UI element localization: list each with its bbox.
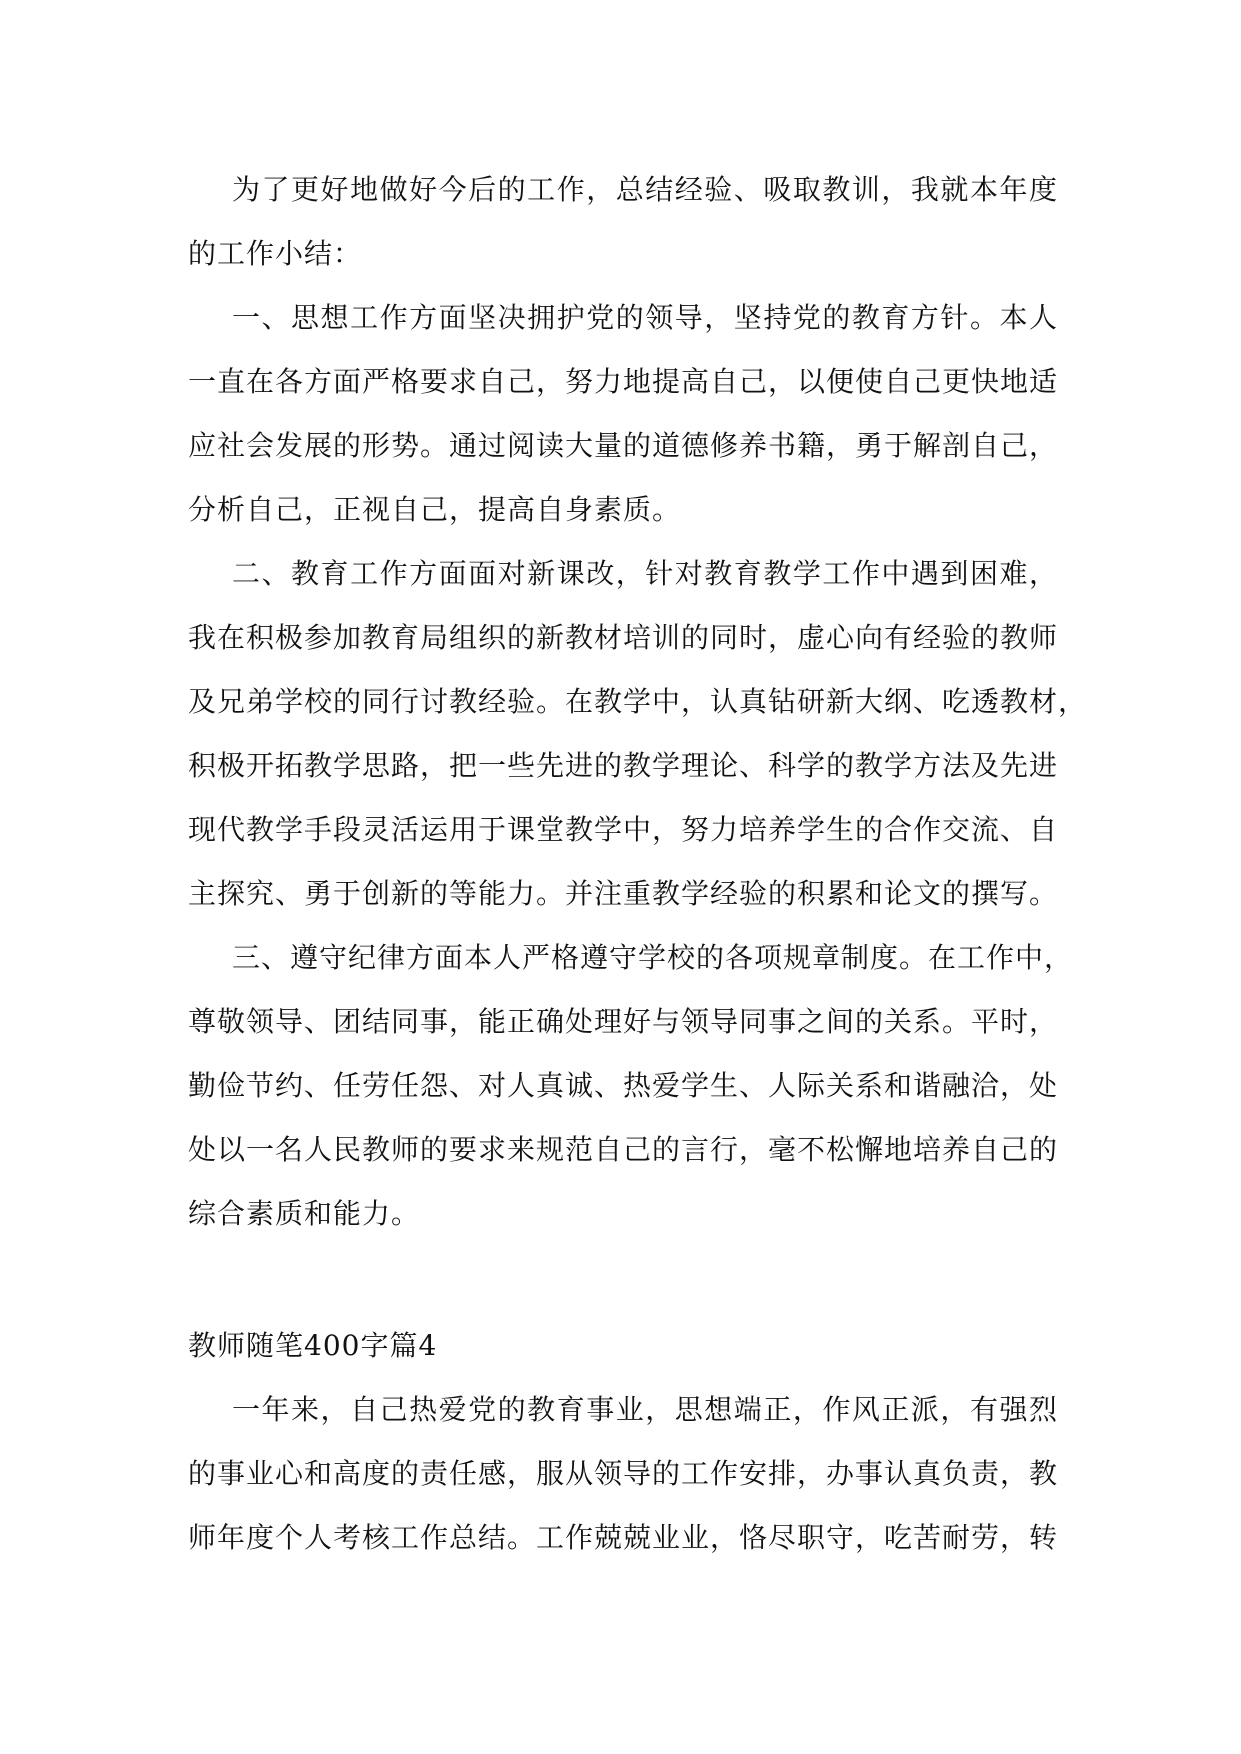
paragraph-line: 一、思想工作方面坚决拥护党的领导，坚持党的教育方针。本人 [232, 301, 1058, 334]
paragraph-line: 主探究、勇于创新的等能力。并注重教学经验的积累和论文的撰写。 [188, 877, 1059, 910]
paragraph-line: 为了更好地做好今后的工作，总结经验、吸取教训，我就本年度 [232, 173, 1058, 206]
paragraph-line: 师年度个人考核工作总结。工作兢兢业业，恪尽职守，吃苦耐劳，转 [188, 1521, 1059, 1554]
paragraph-line: 的事业心和高度的责任感，服从领导的工作安排，办事认真负责，教 [188, 1457, 1059, 1490]
paragraph-2 [188, 286, 1058, 542]
paragraph-line: 三、遵守纪律方面本人严格遵守学校的各项规章制度。在工作中， [232, 941, 1074, 974]
paragraph-3 [188, 542, 1088, 926]
paragraph-line: 积极开拓教学思路，把一些先进的教学理论、科学的教学方法及先进 [188, 749, 1059, 782]
paragraph-line: 的工作小结： [188, 237, 363, 270]
paragraph-line: 一年来，自己热爱党的教育事业，思想端正，作风正派，有强烈 [232, 1393, 1058, 1426]
paragraph-line: 处以一名人民教师的要求来规范自己的言行，毫不松懈地培养自己的 [188, 1133, 1059, 1166]
paragraph-1 [188, 158, 1058, 286]
paragraph-line: 综合素质和能力。 [188, 1197, 421, 1230]
paragraph-line: 我在积极参加教育局组织的新教材培训的同时，虚心向有经验的教师 [188, 621, 1059, 654]
section-paragraph [188, 1378, 1058, 1570]
section-spacer [188, 1246, 1058, 1314]
paragraph-4 [188, 926, 1074, 1246]
paragraph-line: 尊敬领导、团结同事，能正确处理好与领导同事之间的关系。平时， [188, 1005, 1059, 1038]
document-body [188, 158, 1088, 1570]
paragraph-line: 二、教育工作方面面对新课改，针对教育教学工作中遇到困难， [232, 557, 1058, 590]
paragraph-line: 现代教学手段灵活运用于课堂教学中，努力培养学生的合作交流、自 [188, 813, 1059, 846]
paragraph-line: 一直在各方面严格要求自己，努力地提高自己，以便使自己更快地适 [188, 365, 1059, 398]
paragraph-line: 及兄弟学校的同行讨教经验。在教学中，认真钻研新大纲、吃透教材， [188, 685, 1088, 718]
paragraph-line: 勤俭节约、任劳任怨、对人真诚、热爱学生、人际关系和谐融洽，处 [188, 1069, 1059, 1102]
paragraph-line: 分析自己，正视自己，提高自身素质。 [188, 493, 682, 526]
section-heading: 教师随笔400字篇4 [188, 1329, 438, 1362]
paragraph-line: 应社会发展的形势。通过阅读大量的道德修养书籍，勇于解剖自己， [188, 429, 1059, 462]
